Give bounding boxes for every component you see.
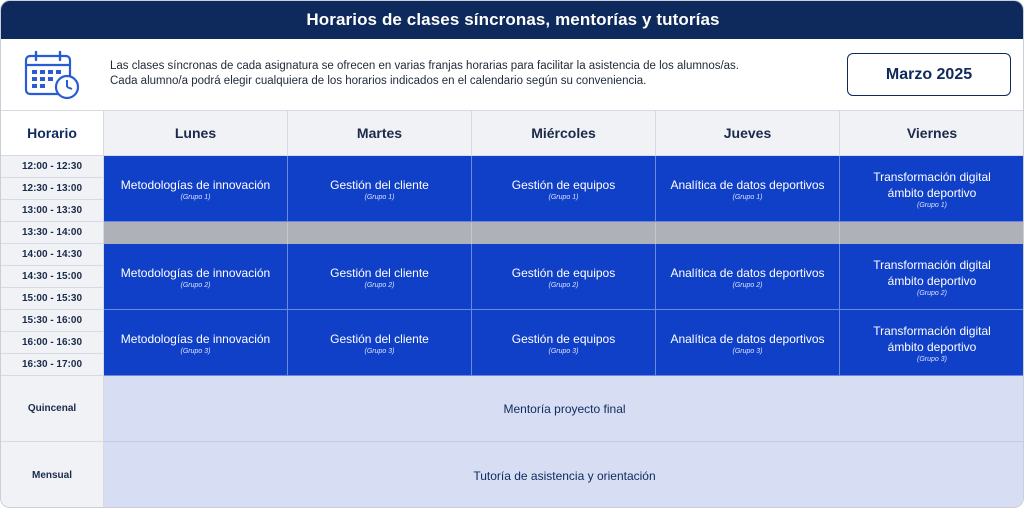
subject-label: Transformación digital ámbito deportivo <box>873 323 991 354</box>
subject-label: Gestión de equipos <box>511 177 616 192</box>
subject-label: Analítica de datos deportivos <box>670 331 825 346</box>
subject-label: Analítica de datos deportivos <box>670 177 825 192</box>
intro-section <box>1 39 1024 111</box>
group-label: (Grupo 3) <box>180 347 211 355</box>
class-block[interactable] <box>840 156 1024 222</box>
break-cell <box>840 222 1024 244</box>
break-cell <box>288 222 472 244</box>
class-block[interactable] <box>656 156 840 222</box>
header-horario: Horario <box>1 111 104 156</box>
group-label: (Grupo 3) <box>548 347 579 355</box>
month-button[interactable]: Marzo 2025 <box>847 53 1011 96</box>
group-label: (Grupo 3) <box>917 355 947 363</box>
subject-label: Gestión del cliente <box>330 331 429 346</box>
time-slot: 16:30 - 17:00 <box>1 354 104 376</box>
class-block[interactable] <box>288 156 472 222</box>
subject-label: Gestión del cliente <box>330 177 429 192</box>
class-block[interactable] <box>104 244 288 310</box>
subject-label: Analítica de datos deportivos <box>670 265 825 280</box>
header-martes: Martes <box>288 111 472 156</box>
group-label: (Grupo 3) <box>364 347 395 355</box>
page-title: Horarios de clases síncronas, mentorías y tutorías <box>1 1 1024 39</box>
group-label: (Grupo 1) <box>180 193 211 201</box>
time-slot: 16:00 - 16:30 <box>1 332 104 354</box>
group-label: (Grupo 1) <box>732 193 763 201</box>
break-cell <box>472 222 656 244</box>
header-jueves: Jueves <box>656 111 840 156</box>
group-label: (Grupo 2) <box>917 289 947 297</box>
mentoria-block[interactable]: Mentoría proyecto final <box>104 376 1024 442</box>
class-block[interactable] <box>104 310 288 376</box>
subject-label: Transformación digital ámbito deportivo <box>873 257 991 288</box>
group-label: (Grupo 1) <box>548 193 579 201</box>
class-block[interactable] <box>840 310 1024 376</box>
class-block[interactable] <box>656 310 840 376</box>
time-slot: 13:30 - 14:00 <box>1 222 104 244</box>
intro-text <box>110 59 810 89</box>
intro-line-1: Las clases síncronas de cada asignatura se ofrecen en varias franjas horarias para facilitar la asistencia de los alumnos/as. <box>110 60 740 72</box>
class-block[interactable] <box>472 310 656 376</box>
calendar-clock-icon <box>23 49 81 101</box>
subject-label: Metodologías de innovación <box>120 177 271 192</box>
time-slot: 12:00 - 12:30 <box>1 156 104 178</box>
break-cell <box>656 222 840 244</box>
time-slot-mensual: Mensual <box>1 442 104 508</box>
schedule-grid <box>1 111 1024 508</box>
group-label: (Grupo 2) <box>180 281 211 289</box>
group-label: (Grupo 2) <box>548 281 579 289</box>
subject-label: Gestión de equipos <box>511 265 616 280</box>
group-label: (Grupo 1) <box>364 193 395 201</box>
group-label: (Grupo 3) <box>732 347 763 355</box>
class-block[interactable] <box>288 310 472 376</box>
time-slot: 12:30 - 13:00 <box>1 178 104 200</box>
subject-label: Transformación digital ámbito deportivo <box>873 169 991 200</box>
subject-label: Metodologías de innovación <box>120 331 271 346</box>
break-cell <box>104 222 288 244</box>
subject-label: Metodologías de innovación <box>120 265 271 280</box>
class-block[interactable] <box>472 156 656 222</box>
class-block[interactable] <box>472 244 656 310</box>
time-slot: 13:00 - 13:30 <box>1 200 104 222</box>
intro-line-2: Cada alumno/a podrá elegir cualquiera de los horarios indicados en el calendario según su conveniencia. <box>110 75 647 87</box>
class-block[interactable] <box>104 156 288 222</box>
class-block[interactable] <box>656 244 840 310</box>
group-label: (Grupo 2) <box>364 281 395 289</box>
group-label: (Grupo 2) <box>732 281 763 289</box>
subject-label: Gestión del cliente <box>330 265 429 280</box>
time-slot: 14:00 - 14:30 <box>1 244 104 266</box>
time-slot: 15:00 - 15:30 <box>1 288 104 310</box>
time-slot: 14:30 - 15:00 <box>1 266 104 288</box>
time-slot: 15:30 - 16:00 <box>1 310 104 332</box>
group-label: (Grupo 1) <box>917 201 947 209</box>
class-block[interactable] <box>840 244 1024 310</box>
subject-label: Gestión de equipos <box>511 331 616 346</box>
time-slot-quincenal: Quincenal <box>1 376 104 442</box>
header-lunes: Lunes <box>104 111 288 156</box>
header-viernes: Viernes <box>840 111 1024 156</box>
tutoria-block[interactable]: Tutoría de asistencia y orientación <box>104 442 1024 508</box>
header-miercoles: Miércoles <box>472 111 656 156</box>
class-block[interactable] <box>288 244 472 310</box>
